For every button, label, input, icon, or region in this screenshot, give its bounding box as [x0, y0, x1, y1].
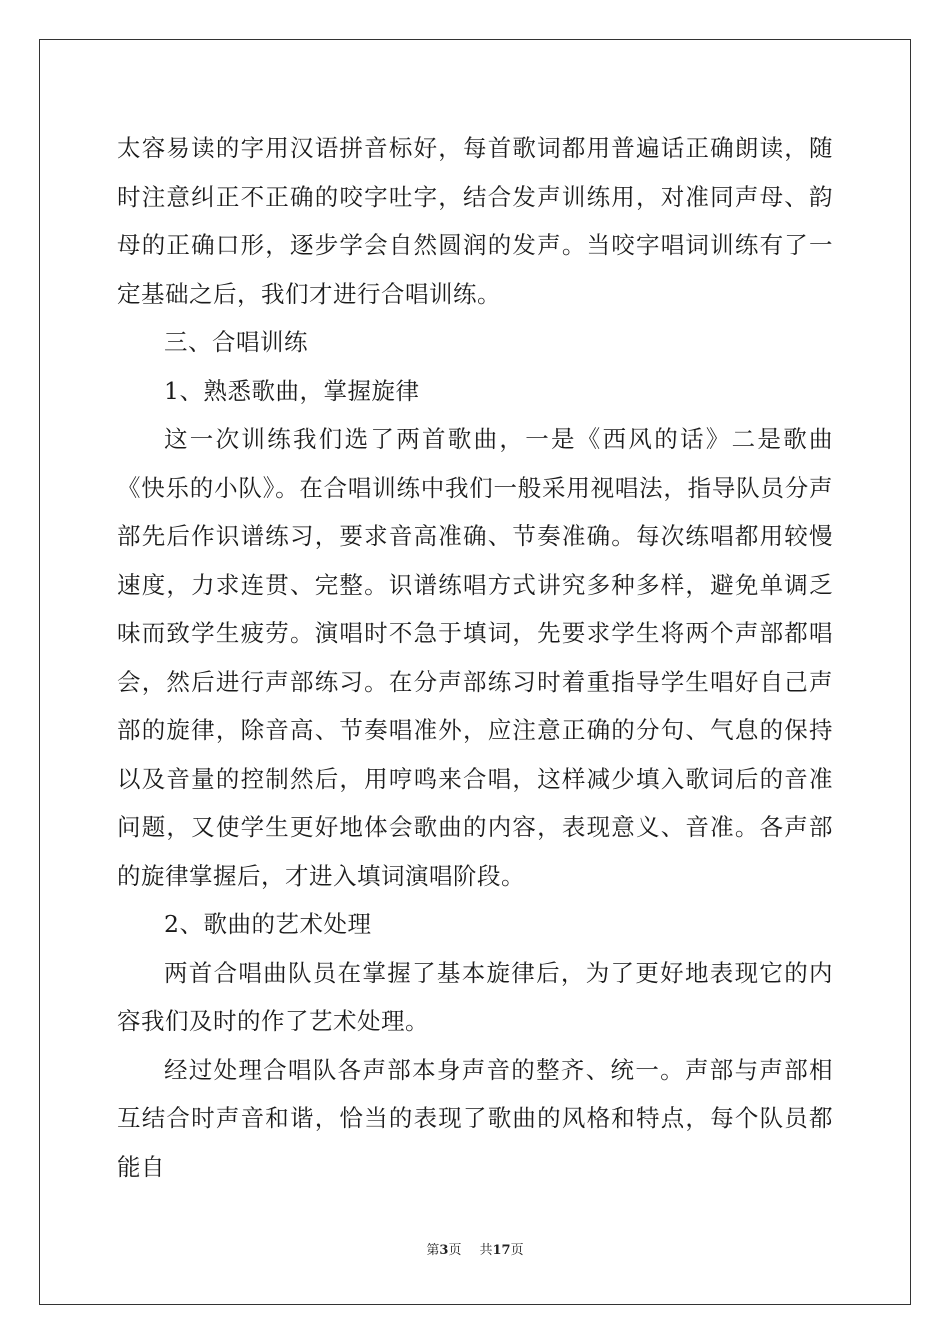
page-current: 3	[439, 1243, 449, 1258]
page-total: 17	[492, 1243, 511, 1258]
total-prefix: 共	[479, 1243, 493, 1258]
paragraph: 经过处理合唱队各声部本身声音的整齐、统一。声部与声部相互结合时声音和谐，恰当的表现了歌曲的风格和特点，每个队员都能自	[117, 1055, 833, 1181]
paragraph: 这一次训练我们选了两首歌曲，一是《西风的话》二是歌曲《快乐的小队》。在合唱训练中我们一般采用视唱法，指导队员分声部先后作识谱练习，要求音高准确、节奏准确。每次练唱都用较慢速度，力求连贯、完整。识谱练唱方式讲究多种多样，避免单调乏味而致学生疲劳。演唱时不急于填词，先要求学生将两个声部都唱会，然后进行声部练习。在分声部练习时着重指导学生唱好自己声部的旋律，除音高、节奏唱准外，应注意正确的分句、气息的保持以及音量的控制然后，用哼鸣来合唱，这样减少填入歌词后的音准问题，又使学生更好地体会歌曲的内容，表现意义、音准。各声部的旋律掌握后，才进入填词演唱阶段。	[117, 425, 833, 890]
page-footer	[0, 1239, 950, 1258]
page-suffix: 页	[448, 1243, 462, 1258]
subsection-heading: 1、熟悉歌曲，掌握旋律	[164, 376, 420, 405]
subsection-heading: 2、歌曲的艺术处理	[164, 910, 372, 938]
paragraph: 太容易读的字用汉语拼音标好，每首歌词都用普遍话正确朗读，随时注意纠正不正确的咬字吐字，结合发声训练用，对准同声母、韵母的正确口形，逐步学会自然圆润的发声。当咬字唱词训练有了一定基础之后，我们才进行合唱训练。	[117, 134, 833, 308]
document-body	[117, 124, 833, 1191]
section-heading: 三、合唱训练	[164, 328, 308, 356]
page-prefix: 第	[426, 1243, 440, 1258]
total-suffix: 页	[510, 1243, 524, 1258]
paragraph: 两首合唱曲队员在掌握了基本旋律后，为了更好地表现它的内容我们及时的作了艺术处理。	[117, 958, 833, 1035]
